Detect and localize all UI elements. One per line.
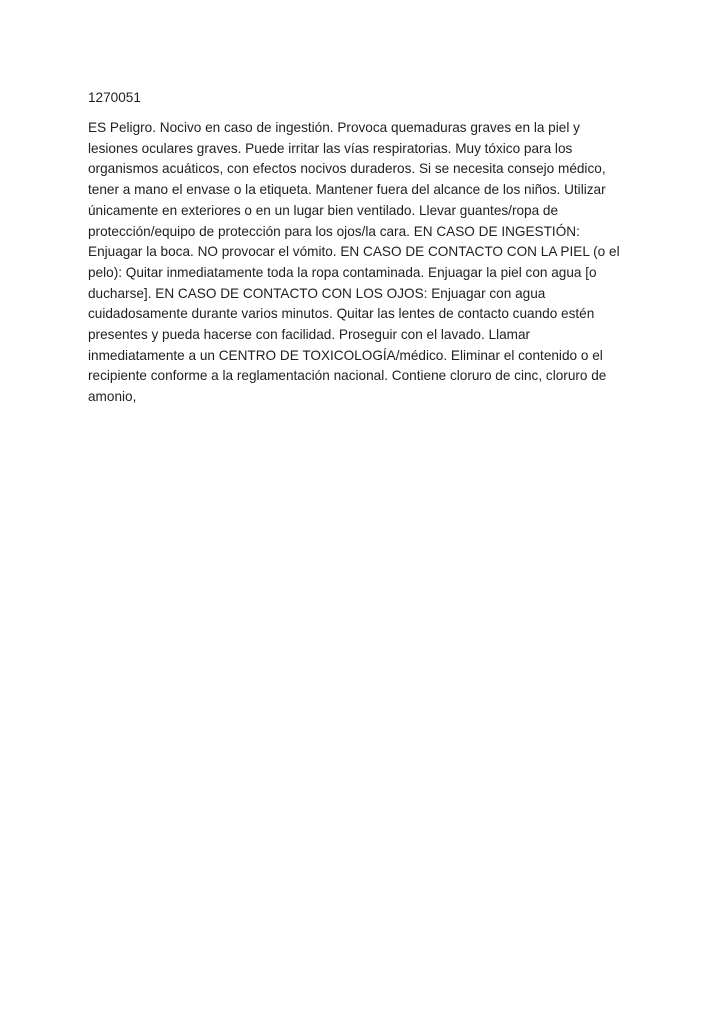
paragraph-line: únicamente en exteriores o en un lugar bien ventilado. Llevar guantes/ropa de: [88, 202, 559, 218]
paragraph-line: ES Peligro. Nocivo en caso de ingestión. Provoca quemaduras graves en la piel y: [88, 120, 580, 135]
paragraph-line: inmediatamente a un CENTRO DE TOXICOLOGÍA/médico. Eliminar el contenido o el: [88, 347, 603, 363]
paragraph-line: organismos acuáticos, con efectos nocivos duraderos. Si se necesita consejo médico,: [88, 161, 606, 177]
paragraph-line: tener a mano el envase o la etiqueta. Mantener fuera del alcance de los niños. Utilizar: [88, 182, 606, 198]
paragraph-line: Enjuagar la boca. NO provocar el vómito. EN CASO DE CONTACTO CON LA PIEL (o el: [88, 244, 620, 260]
paragraph-line: ducharse]. EN CASO DE CONTACTO CON LOS OJOS: Enjuagar con agua: [88, 285, 546, 301]
paragraph-line: recipiente conforme a la reglamentación nacional. Contiene cloruro de cinc, cloruro de: [88, 368, 607, 384]
document-id: 1270051: [88, 90, 141, 105]
paragraph-line: cuidadosamente durante varios minutos. Quitar las lentes de contacto cuando estén: [88, 306, 595, 322]
hazard-statement-paragraph: [88, 118, 636, 408]
paragraph-line: pelo): Quitar inmediatamente toda la ropa contaminada. Enjuagar la piel con agua [o: [88, 264, 597, 280]
paragraph-line: lesiones oculares graves. Puede irritar las vías respiratorias. Muy tóxico para los: [88, 140, 573, 156]
paragraph-line: amonio,: [88, 389, 137, 405]
paragraph-line: protección/equipo de protección para los ojos/la cara. EN CASO DE INGESTIÓN:: [88, 223, 580, 239]
paragraph-line: presentes y pueda hacerse con facilidad. Proseguir con el lavado. Llamar: [88, 327, 531, 343]
